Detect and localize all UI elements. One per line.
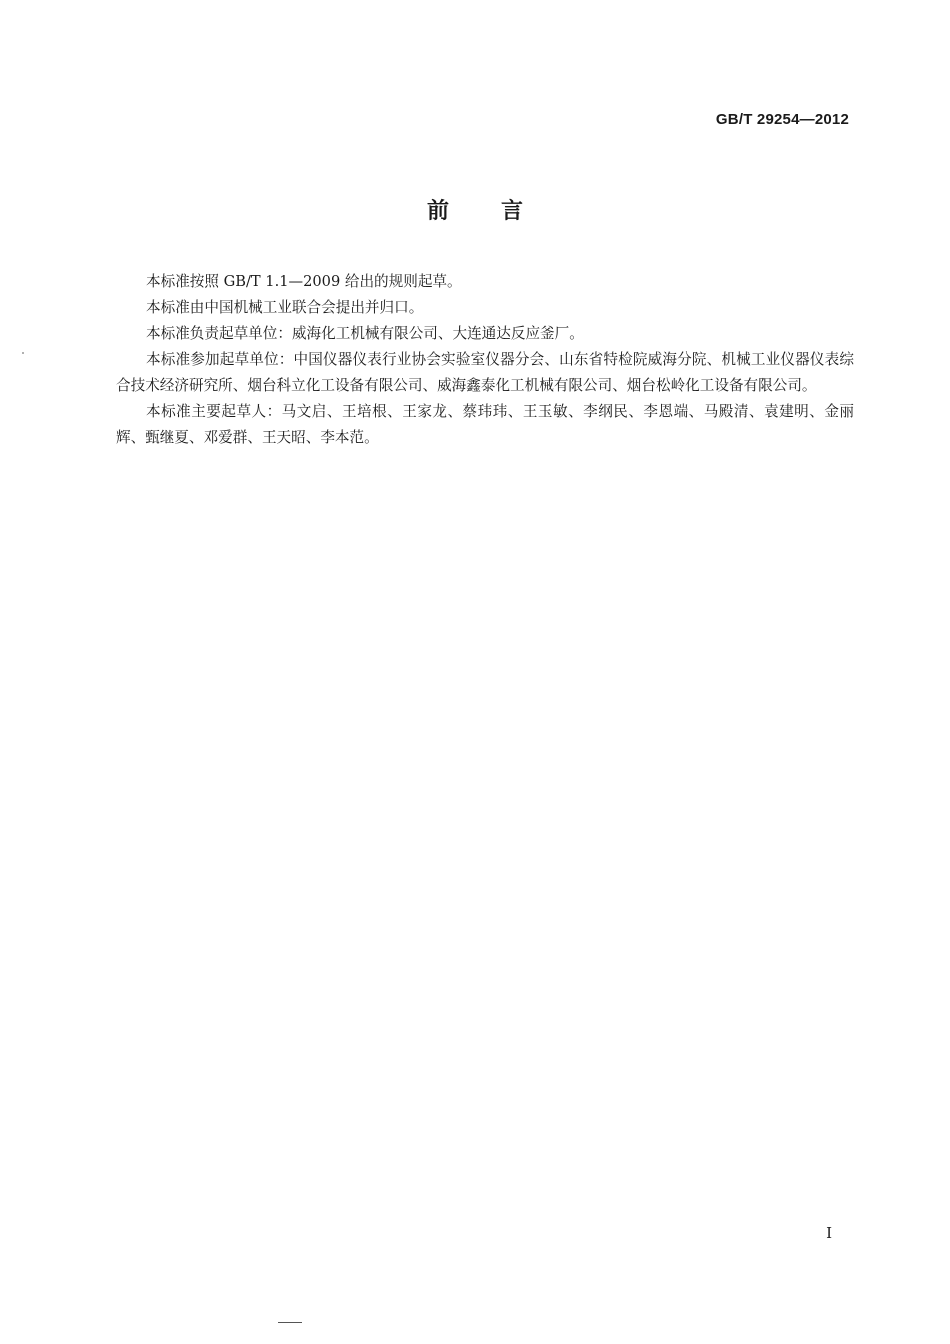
paragraph-main-drafters: 本标准主要起草人：马文启、王培根、王家龙、蔡玮玮、王玉敏、李纲民、李恩端、马殿清、袁建明、金丽辉、甄继夏、邓爱群、王天昭、李本范。 <box>116 403 854 446</box>
paragraph-proposer: 本标准由中国机械工业联合会提出并归口。 <box>146 299 424 316</box>
paragraph-participating-drafters: 本标准参加起草单位：中国仪器仪表行业协会实验室仪器分会、山东省特检院威海分院、机械工业仪器仪表综合技术经济研究所、烟台科立化工设备有限公司、威海鑫泰化工机械有限公司、烟台松岭化工设备有限公司。 <box>116 351 854 394</box>
document-number: GB/T 29254—2012 <box>715 111 849 128</box>
paragraph-lead-drafters: 本标准负责起草单位：威海化工机械有限公司、大连通达反应釜厂。 <box>146 325 584 342</box>
scan-speck <box>22 352 24 354</box>
paragraph-drafting-rules: 本标准按照 GB/T 1.1—2009 给出的规则起草。 <box>146 273 462 290</box>
page-title: 前言 <box>426 199 575 224</box>
foreword-body <box>116 269 854 451</box>
footer-rule <box>278 1322 302 1323</box>
page-number: I <box>826 1224 832 1242</box>
